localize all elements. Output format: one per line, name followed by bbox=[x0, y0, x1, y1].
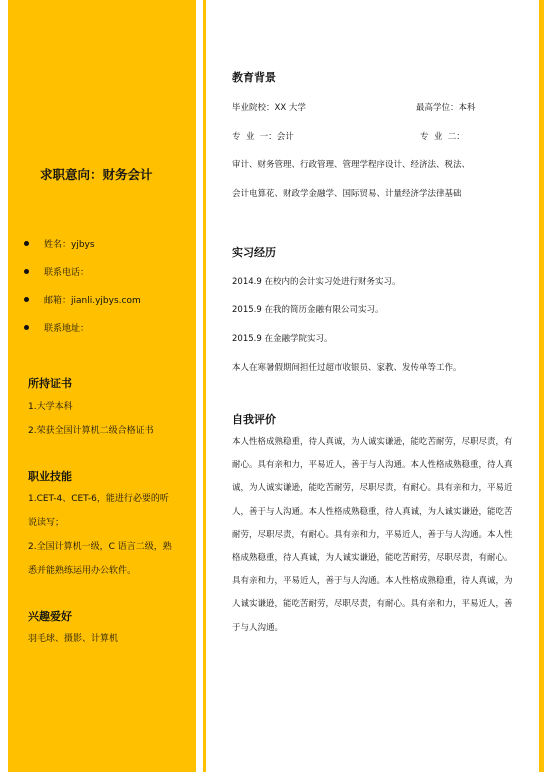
hobby-title: 兴趣爱好 bbox=[28, 610, 72, 623]
edu-title: 教育背景 bbox=[232, 71, 276, 84]
courses-line: 审计、财务管理、行政管理、管理学程序设计、经济法、税法、 bbox=[232, 160, 471, 170]
skill-line: 悉并能熟练运用办公软件。 bbox=[28, 566, 137, 576]
info-address-text: 联系地址： bbox=[44, 323, 90, 334]
cert-item: 1.大学本科 bbox=[28, 402, 73, 412]
info-address bbox=[24, 313, 194, 341]
major-one: 专 业 一：会计 bbox=[232, 132, 294, 142]
skill-line: 2.全国计算机一级，C 语言二级，熟 bbox=[28, 542, 172, 552]
self-eval-title: 自我评价 bbox=[232, 413, 276, 426]
bullet-icon bbox=[24, 241, 29, 246]
major-two: 专 业 二： bbox=[420, 132, 465, 142]
info-phone bbox=[24, 257, 194, 285]
bullet-icon bbox=[24, 269, 29, 274]
bullet-icon bbox=[24, 325, 29, 330]
skill-line: 1.CET-4、CET-6，能进行必要的听 bbox=[28, 494, 169, 504]
degree: 最高学位：本科 bbox=[416, 103, 476, 113]
right-accent-stripe bbox=[539, 0, 544, 772]
exp-item: 2015.9 在我的简历金融有限公司实习。 bbox=[232, 305, 384, 315]
exp-item: 2015.9 在金融学院实习。 bbox=[232, 334, 333, 344]
certs-title: 所持证书 bbox=[28, 377, 72, 390]
exp-item: 本人在寒暑假期间担任过超市收银员、家教、发传单等工作。 bbox=[232, 363, 462, 373]
skills-title: 职业技能 bbox=[28, 470, 72, 483]
school: 毕业院校：XX 大学 bbox=[232, 103, 306, 113]
skill-line: 说读写； bbox=[28, 518, 65, 528]
info-email-text: 邮箱：jianli.yjbys.com bbox=[44, 295, 141, 306]
job-intent: 求职意向：财务会计 bbox=[40, 167, 153, 182]
column-divider bbox=[203, 0, 206, 772]
info-name bbox=[24, 229, 194, 257]
self-eval-text: 本人性格成熟稳重，待人真诚，为人诚实谦逊，能吃苦耐劳，尽职尽责，有耐心。具有亲和力，平易近人，善于与人沟通。本人性格成熟稳重，待人真诚，为人诚实谦逊，能吃苦耐劳，尽职尽责，有耐心。具有亲和力，平易近人，善于与人沟通。本人性格成熟稳重，待人真诚，为人诚实谦逊，能吃苦耐劳，尽职尽责，有耐心。具有亲和力，平易近人，善于与人沟通。本人性格成熟稳重，待人真诚，为人诚实谦逊，能吃苦耐劳，尽职尽责，有耐心。具有亲和力，平易近人，善于与人沟通。本人性格成熟稳重，待人真诚，为人诚实谦逊，能吃苦耐劳，尽职尽责，有耐心。具有亲和力，平易近人，善于与人沟通。 bbox=[232, 437, 513, 633]
courses-line: 会计电算花、财政学金融学、国际贸易、计量经济学法律基础 bbox=[232, 189, 462, 199]
exp-item: 2014.9 在校内的会计实习处进行财务实习。 bbox=[232, 277, 401, 287]
info-phone-text: 联系电话： bbox=[44, 267, 90, 278]
info-name-text: 姓名：yjbys bbox=[44, 239, 95, 250]
page-left-border bbox=[0, 0, 8, 772]
info-email bbox=[24, 285, 194, 313]
contact-info bbox=[24, 229, 194, 341]
bullet-icon bbox=[24, 297, 29, 302]
exp-title: 实习经历 bbox=[232, 246, 276, 259]
hobby-text: 羽毛球、摄影、计算机 bbox=[28, 634, 119, 644]
cert-item: 2.荣获全国计算机二级合格证书 bbox=[28, 426, 154, 436]
